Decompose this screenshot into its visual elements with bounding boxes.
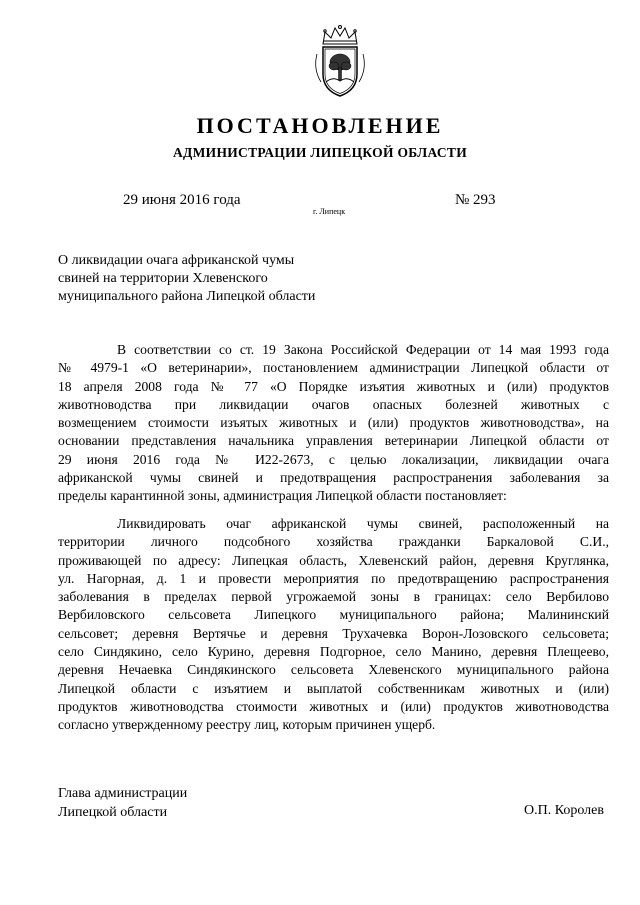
heading-line: муниципального района Липецкой области [58,289,316,304]
document-date: 29 июня 2016 года [123,192,241,208]
document-subtitle: АДМИНИСТРАЦИИ ЛИПЕЦКОЙ ОБЛАСТИ [172,145,468,160]
signatory-position [58,784,187,822]
document-place: г. Липецк [313,207,346,216]
heading-line: О ликвидации очага африканской чумы [58,253,295,268]
paragraph-line: пределы карантинной зоны, администрация Липецкой области постановляет: [58,488,507,504]
paragraph-line: африканской чумы свиней и предотвращения распространения заболевания за [58,470,609,486]
paragraph-line: сельсовет; деревня Вертячье и деревня Трухачевка Ворон-Лозовского сельсовета; [58,625,609,641]
paragraph-line: Липецкой области с изъятием и выплатой собственникам животных и (или) [58,680,609,696]
paragraph-line: территории личного подсобного хозяйства гражданки Баркаловой С.И., [58,534,609,550]
paragraph-line: 29 июня 2016 года № И22-2673, с целью локализации, ликвидации очага [58,451,609,467]
document-number: № 293 [455,192,496,208]
paragraph-line: согласно утвержденному реестру лиц, которым причинен ущерб. [58,717,436,733]
paragraph-line: Ликвидировать очаг африканской чумы свиней, расположенный на [117,516,609,531]
paragraph-line: основании представления начальника управления ветеринарии Липецкой области от [58,433,609,449]
paragraph-line: № 4979-1 «О ветеринарии», постановлением администрации Липецкой области от [58,360,609,376]
paragraph-line: продуктов животноводства стоимости животных и (или) продуктов животноводства [58,698,609,714]
paragraph-line: ул. Нагорная, д. 1 и провести мероприятия по предотвращению распространения [58,570,609,586]
paragraph-line: село Синдякино, село Курино, деревня Подгорное, село Манино, деревня Плещеево, [58,644,609,660]
heading-line: свиней на территории Хлевенского [58,271,268,286]
document-title: ПОСТАНОВЛЕНИЕ [196,113,444,138]
paragraph-line: заболевания в пределах первой угрожаемой зоны в границах: село Вербилово [58,589,609,605]
body-paragraph-2 [58,515,609,735]
paragraph-line: Вербиловского сельсовета Липецкого муниципального района; Малининский [58,607,609,623]
paragraph-line: В соответствии со ст. 19 Закона Российской Федерации от 14 мая 1993 года [117,342,609,357]
paragraph-line: возмещением стоимости изъятых животных и (или) продуктов животноводства», на [58,415,609,431]
signatory-position-line: Глава администрации [58,786,188,801]
paragraph-line: деревня Нечаевка Синдякинского сельсовета Хлевенского муниципального района [58,662,609,678]
paragraph-line: проживающей по адресу: Липецкая область, Хлевенский район, деревня Круглянка, [58,552,609,568]
signatory-position-line: Липецкой области [58,805,168,820]
paragraph-line: животноводства при ликвидации очагов опасных болезней животных с [58,396,609,412]
document-heading [58,252,358,306]
coat-of-arms-icon [309,24,371,100]
signatory-name: О.П. Королев [524,803,604,818]
body-paragraph-1 [58,341,609,506]
paragraph-line: 18 апреля 2008 года № 77 «О Порядке изъятия животных и (или) продуктов [58,378,609,394]
